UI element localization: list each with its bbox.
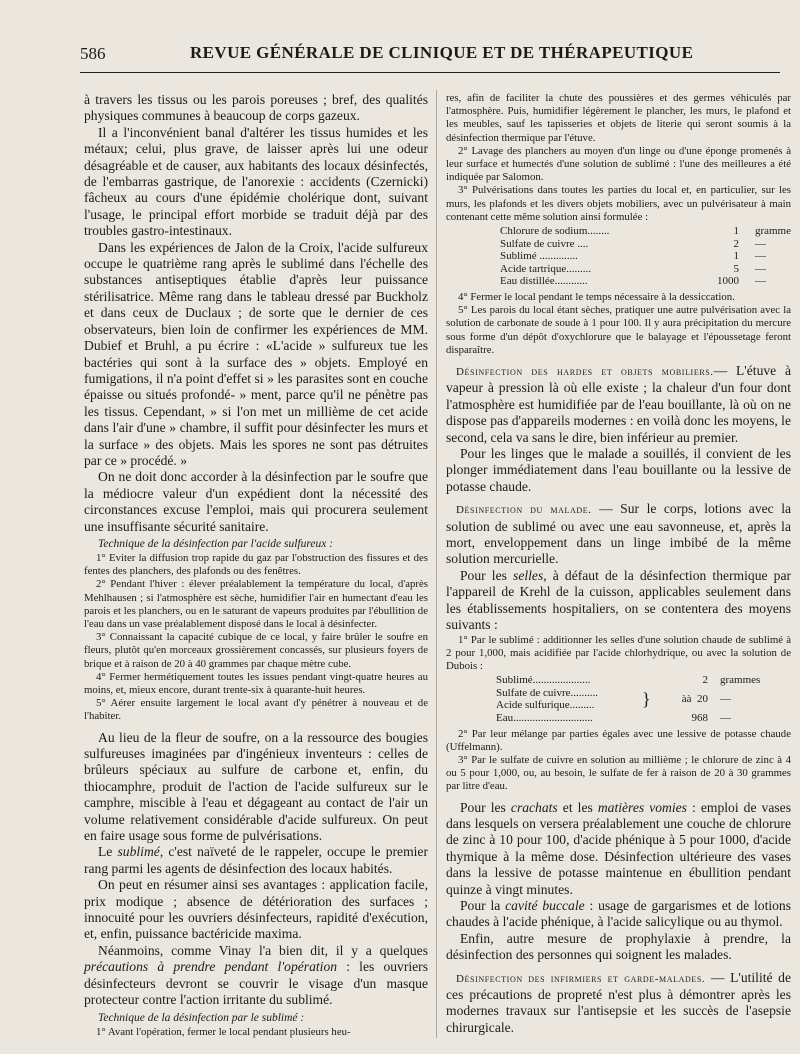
section-heading: Désinfection du malade.	[456, 504, 592, 517]
technique-step: 2° Pendant l'hiver : élever préalablement la température du local, d'après Mehlhausen ; si l'atmosphère est sèche, humidifier l'air en humectant d'eau les parois et les planchers, ou en le saturant de vapeurs produites par l'ébullition de l'eau dans un vase préalablement disposé dans le local à désinfecter.	[84, 578, 428, 630]
technique-step: res, afin de faciliter la chute des poussières et des germes véhiculés par l'atmosphère. Puis, humidifier légèrement le plancher, les murs, le plafond et les meubles, sauf les tapisseries et objets de literie qui seront soumis à la désinfection thermique par l'étuve.	[446, 92, 791, 144]
formula-row: Sulfate de cuivre.......... } àà 20 —	[496, 686, 731, 710]
section-paragraph: Désinfection des infirmiers et garde-malades. — L'utilité de ces précautions de propreté n'est plus à démontrer après les modernes travaux sur l'antisepsie et les succès de l'asepsie chirurgicale.	[446, 969, 791, 1035]
paragraph: Au lieu de la fleur de soufre, on a la ressource des bougies sulfureuses imaginées par d'ingénieux inventeurs : celles de brûleurs spéciaux au sulfure de carbone et, enfin, du thiocamphre, produit de l'action de l'acide sulfureux sur le camphre, miscible à l'eau et dégageant au contact de l'air un volume relativement considérable d'acide sulfureux. On peut en faire usage sous forme de pulvérisations.	[84, 729, 428, 844]
formula-row: Eau distillée............ 1000 —	[500, 275, 766, 288]
formula-row: Eau............................. 968 —	[496, 711, 731, 724]
column-divider	[436, 90, 437, 1038]
page-number: 586	[80, 44, 106, 63]
technique-heading: Technique de la désinfection par l'acide sulfureux :	[98, 537, 334, 550]
paragraph: Le sublimé, c'est naïveté de le rappeler, occupe le premier rang parmi les agents de désinfection des locaux habités.	[84, 844, 428, 876]
technique-step: 5° Aérer ensuite largement le local avant d'y pénétrer à nouveau et de l'habiter.	[84, 697, 428, 723]
paragraph: Dans les expériences de Jalon de la Croix, l'acide sulfureux occupe le quatrième rang après le sublimé dans l'échelle des substances antiseptiques établie d'après leur puissance stérilisatrice. Même rang dans le tableau dressé par Buckholz et dans ceux de Duclaux ; de sorte que le dernier de ces observateurs, bien loin de confirmer les expériences de MM. Dubief et Bruhl, a pu écrire : «L'acide » sulfureux tue les bactéries qui sont à la surface des » objets. Employé en fumigations, il n'a point d'effet si » les parasites sont en couche épaisse ou situés profondé- » ment, parce qu'il ne pénètre pas les tissus. Cependant, » si l'on met un millième de cet acide dans l'air d'une » chambre, il suffit pour désinfecter les murs et la surface » des objets. Mais les spores ne sont pas détruites par ce » procédé. »	[84, 239, 428, 468]
paragraph: On ne doit donc accorder à la désinfection par le soufre que la médiocre valeur d'un expédient dont la nécessité des circonstances excuse l'emploi, mais qui procurera seulement une insuffisante sécurité sanitaire.	[84, 469, 428, 534]
paragraph: Pour les linges que le malade a souillés, il convient de les plonger immédiatement dans l'eau bouillante ou la lessive de potasse chaude.	[446, 446, 791, 494]
technique-step: 5° Les parois du local étant sèches, pratiquer une autre pulvérisation avec la solution de carbonate de soude à 1 pour 100. Il y aura précipitation du mercure sous forme d'un dépôt d'oxychlorure que le balayage et l'époussetage feront disparaître.	[446, 304, 791, 356]
paragraph: Néanmoins, comme Vinay l'a bien dit, il y a quelques précautions à prendre pendant l'opération : les ouvriers désinfecteurs devront se couvrir le visage d'un masque protecteur contre l'action irritante du sublimé.	[84, 942, 428, 1008]
technique-step: 3° Pulvérisations dans toutes les parties du local et, en particulier, sur les murs, les plafonds et les divers objets mobiliers, avec un pulvérisateur à main contenant cette même solution ainsi formulée :	[446, 184, 791, 223]
technique-step: 2° Lavage des planchers au moyen d'un linge ou d'une éponge promenés à leur surface et humectés d'une solution de sublimé : l'une des meilleures a été indiquée par Salomon.	[446, 144, 791, 184]
section-paragraph: Désinfection des hardes et objets mobiliers.— L'étuve à vapeur à pression là où elle existe ; la chaleur d'un four dont l'atmosphère est humidifiée par de l'eau bouillante, là où on ne dispose pas d'appareils modernes : en voilà donc les moyens, le second, cela va sans le dire, bien inférieur au premier.	[446, 363, 791, 445]
technique-step: 1° Avant l'opération, fermer le local pendant plusieurs heu-	[96, 1025, 351, 1038]
right-column	[446, 92, 791, 1036]
formula-table	[446, 674, 791, 724]
section-paragraph: Désinfection du malade. — Sur le corps, lotions avec la solution de sublimé ou avec une eau savonneuse, et, après la mort, enveloppement dans un linge imbibé de la même solution mercurielle.	[446, 501, 792, 567]
paragraph: Pour les selles, à défaut de la désinfection thermique par l'appareil de Krehl de la cuisson, applicables seulement dans les établissements hospitaliers, on se contentera des moyens suivants :	[446, 567, 792, 633]
technique-step: 3° Connaissant la capacité cubique de ce local, y faire brûler le soufre en fleurs, plutôt qu'en morceaux grossièrement concassés, sur plusieurs foyers de brique et à raison de 20 à 40 grammes par chaque mètre cube.	[84, 631, 428, 670]
paragraph: Pour les crachats et les matières vomies : emploi de vases dans lesquels on versera préalablement une couche de chlorure de zinc à 10 pour 100, d'acide phénique à 5 pour 1000, d'acide thymique à la même dose. Désinfection ultérieure des vases dans la lessive de potasse maintenue en ébullition pendant quinze à vingt minutes.	[446, 799, 791, 897]
formula-row: Sulfate de cuivre .... 2 —	[500, 237, 766, 250]
formula-row: Chlorure de sodium........ 1 gramme	[500, 225, 791, 238]
technique-heading: Technique de la désinfection par le sublimé :	[98, 1011, 305, 1024]
left-column	[84, 92, 428, 1039]
running-header	[80, 42, 780, 73]
formula-row: Acide sulfurique.........	[496, 699, 595, 712]
paragraph: Enfin, autre mesure de prophylaxie à prendre, la désinfection des personnes qui soignent les malades.	[446, 930, 791, 963]
paragraph: Pour la cavité buccale : usage de gargarismes et de lotions chaudes à l'acide phénique, à l'acide salicylique ou au thymol.	[446, 897, 792, 930]
formula-row: Acide tartrique......... 5 —	[500, 262, 766, 275]
technique-step: 3° Par le sulfate de cuivre en solution au millième ; le chlorure de zinc à 4 ou 5 pour 1,000, ou, au besoin, le sulfate de fer à raison de 20 à 30 grammes par litre d'eau.	[446, 753, 791, 793]
running-title: REVUE GÉNÉRALE DE CLINIQUE ET DE THÉRAPEUTIQUE	[190, 43, 694, 62]
technique-step: 1° Eviter la diffusion trop rapide du gaz par l'obstruction des fissures et des fentes des planchers, des plafonds ou des fenêtres.	[84, 551, 428, 578]
technique-step: 4° Fermer hermétiquement toutes les issues pendant vingt-quatre heures au moins, et, mieux encore, durant trente-six à quarante-huit heures.	[84, 670, 428, 696]
formula-row: Sublimé .............. 1 —	[500, 250, 766, 263]
technique-step: 1° Par le sublimé : additionner les selles d'une solution chaude de sublimé à 2 pour 1,000, mais acidifiée par l'acide chlorhydrique, ou avec la solution de Dubois :	[446, 633, 791, 672]
technique-step: 4° Fermer le local pendant le temps nécessaire à la dessiccation.	[458, 291, 735, 303]
section-heading: Désinfection des infirmiers et garde-malades.	[456, 972, 706, 985]
section-heading: Désinfection des hardes et objets mobiliers.	[456, 366, 714, 379]
paragraph: On peut en résumer ainsi ses avantages : application facile, prix modique ; absence de détérioration des surfaces ; innocuité pour les ouvriers désinfecteurs, rapidité d'exécution, et, enfin, puissance bactéricide maxima.	[84, 877, 428, 942]
technique-step: 2° Par leur mélange par parties égales avec une lessive de potasse chaude (Uffelmann).	[446, 727, 791, 753]
paragraph: à travers les tissus ou les parois poreuses ; bref, des qualités physiques communes à beaucoup de corps gazeux.	[84, 92, 428, 124]
formula-table	[446, 225, 791, 288]
formula-row: Sublimé..................... 2 grammes	[496, 674, 761, 687]
paragraph: Il a l'inconvénient banal d'altérer les tissus humides et les métaux; celui, plus grave, de laisser après lui une odeur désagréable et de causer, aux habitants des locaux désinfectés, de l'embarras gastrique, de l'anorexie : accidents (Czernicki) fâcheux au cours d'une épidémie cholérique dont, suivant l'usage, le principal effort morbide se traduit déjà par des troubles gastro-intestinaux.	[84, 124, 428, 239]
